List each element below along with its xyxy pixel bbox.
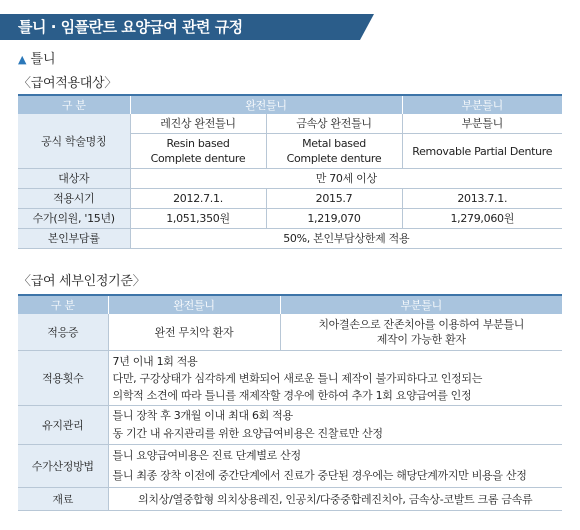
cell-metal-name-en — [266, 134, 402, 169]
table-row — [18, 406, 562, 445]
criteria-table — [18, 294, 562, 511]
cell-resin-en-line1: Resin based — [166, 137, 230, 150]
cell-target-value: 만 70세 이상 — [130, 169, 562, 189]
cell-resin-name-ko: 레진상 완전틀니 — [130, 114, 266, 134]
header-category: 구 분 — [18, 295, 108, 314]
cell-partial-name-ko: 부분틀니 — [402, 114, 562, 134]
subheading-criteria: 〈급여 세부인정기준〉 — [18, 274, 146, 289]
maintenance-line2: 동 기간 내 유지관리를 위한 요양급여비용은 진찰료만 산정 — [112, 427, 383, 440]
coverage-table — [18, 94, 562, 249]
cell-material: 의치상/열중합형 의치상용레진, 인공치/다중중합레진치아, 금속상-코발트 크롬 금속류 — [108, 488, 562, 511]
cell-indication-full: 완전 무치악 환자 — [108, 314, 280, 351]
row-label-name: 공식 학술명칭 — [18, 114, 130, 169]
table-row — [18, 209, 562, 229]
frequency-line1: 7년 이내 1회 적용 — [112, 354, 198, 368]
cell-fee-resin: 1,051,350원 — [130, 209, 266, 229]
table-row — [18, 314, 562, 351]
cell-maintenance — [108, 406, 562, 445]
table-row — [18, 229, 562, 249]
table-row — [18, 114, 562, 134]
cell-date-metal: 2015.7 — [266, 189, 402, 209]
row-label-indication: 적응증 — [18, 314, 108, 351]
header-category: 구 분 — [18, 95, 130, 114]
row-label-fee: 수가(의원, '15년) — [18, 209, 130, 229]
table-header-row — [18, 95, 562, 114]
subheading-coverage-text: 급여적용대상 — [30, 76, 105, 91]
cell-date-resin: 2012.7.1. — [130, 189, 266, 209]
row-label-frequency: 적용횟수 — [18, 351, 108, 406]
row-label-date: 적용시기 — [18, 189, 130, 209]
section-heading — [18, 48, 56, 67]
fee-calc-line1: 틀니 요양급여비용은 진료 단계별로 산정 — [112, 449, 301, 462]
cell-resin-en-line2: Complete denture — [150, 152, 246, 165]
frequency-line3: 의학적 소견에 따라 틀니를 재제작할 경우에 한하여 추가 1회 요양급여를 인정 — [112, 388, 472, 402]
cell-copay-value: 50%, 본인부담상한제 적용 — [130, 229, 562, 249]
row-label-maintenance: 유지관리 — [18, 406, 108, 445]
cell-metal-name-ko: 금속상 완전틀니 — [266, 114, 402, 134]
cell-date-partial: 2013.7.1. — [402, 189, 562, 209]
frequency-line2: 다만, 구강상태가 심각하게 변화되어 새로운 틀니 제작이 불가피하다고 인정되는 — [112, 371, 483, 385]
cell-fee-metal: 1,219,070 — [266, 209, 402, 229]
row-label-material: 재료 — [18, 488, 108, 511]
fee-calc-line2: 틀니 최종 장착 이전에 중간단계에서 진료가 중단된 경우에는 해당단계까지만 비용을 산정 — [112, 469, 527, 482]
table-row — [18, 189, 562, 209]
table-row — [18, 351, 562, 406]
subheading-coverage: 〈급여적용대상〉 — [18, 76, 117, 91]
indication-partial-line2: 제작이 가능한 환자 — [376, 333, 466, 346]
table-header-row — [18, 295, 562, 314]
subheading-criteria-text: 급여 세부인정기준 — [30, 274, 133, 289]
cell-frequency — [108, 351, 562, 406]
page-title: 틀니 · 임플란트 요양급여 관련 규정 — [0, 14, 360, 40]
header-partial-denture: 부분틀니 — [280, 295, 562, 314]
cell-fee-calc — [108, 445, 562, 488]
triangle-marker-icon: ▲ — [18, 53, 27, 66]
header-full-denture: 완전틀니 — [130, 95, 402, 114]
table-row — [18, 488, 562, 511]
row-label-target: 대상자 — [18, 169, 130, 189]
cell-indication-partial — [280, 314, 562, 351]
row-label-copay: 본인부담률 — [18, 229, 130, 249]
table-row — [18, 169, 562, 189]
header-full-denture: 완전틀니 — [108, 295, 280, 314]
header-partial-denture: 부분틀니 — [402, 95, 562, 114]
cell-metal-en-line2: Complete denture — [286, 152, 382, 165]
section-heading-text: 틀니 — [30, 52, 56, 67]
table-row — [18, 445, 562, 488]
row-label-fee-calc: 수가산정방법 — [18, 445, 108, 488]
cell-fee-partial: 1,279,060원 — [402, 209, 562, 229]
cell-resin-name-en — [130, 134, 266, 169]
cell-partial-name-en: Removable Partial Denture — [402, 134, 562, 169]
maintenance-line1: 틀니 장착 후 3개월 이내 최대 6회 적용 — [112, 409, 293, 422]
indication-partial-line1: 치아결손으로 잔존치아를 이용하여 부분틀니 — [318, 318, 525, 331]
cell-metal-en-line1: Metal based — [302, 137, 366, 150]
